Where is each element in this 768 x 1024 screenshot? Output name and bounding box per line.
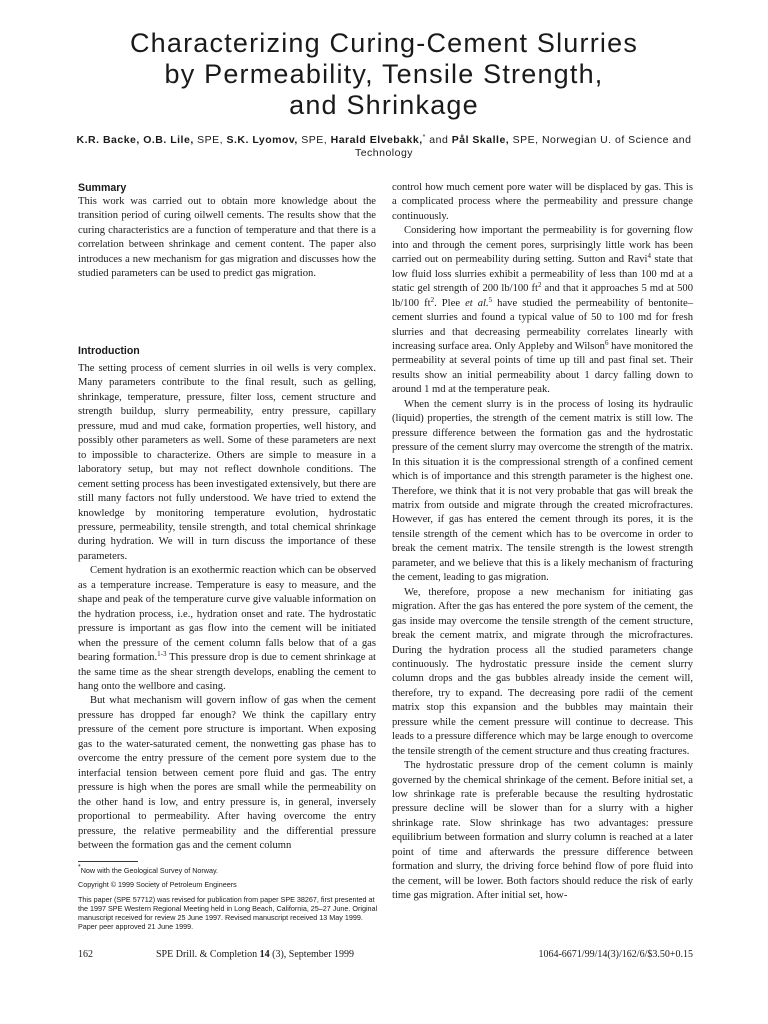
author-4: Pål Skalle, (451, 134, 510, 146)
introduction-heading: Introduction (78, 345, 140, 357)
citation-ref: 6 (604, 338, 609, 347)
summary-section (78, 181, 376, 282)
summary-heading: Summary (78, 182, 127, 194)
right-p2-text-c: and that it approaches 5 md at 500 lb/100 ft (392, 283, 693, 309)
author-1: K.R. Backe, O.B. Lile, (76, 134, 194, 146)
right-paragraph-4: We, therefore, propose a new mechanism for initiating gas migration. After the gas has entered the pore system of the cement, the gas inside may overcome the tensile strength of the cement structure, break the cement matrix, and migrate through the microfractures. During the hydration process all the studied parameters change continuously. The hydrostatic pressure inside the cement slurry column drops and the gas bubbles already inside the cement will, therefore, try to expand. The decreasing pore radii of the cement matrix stop this expansion and the bubbles may maintain their pressure while the cement pressure will continue to decrease. This leads to a pressure difference which may be large enough to overcome the tensile strength of the cement structure and thus creating fractures. (392, 586, 693, 757)
footnote-1-text: Now with the Geological Survey of Norway. (80, 866, 219, 875)
footnotes (78, 866, 378, 937)
citation-ref: 4 (647, 252, 651, 261)
right-paragraph-3: When the cement slurry is in the process of losing its hydraulic (liquid) properties, the strength of the cement matrix is still low. The pressure difference between the formation gas and the hydrostatic pressure of the cement slurry may overcome the strength of the matrix. In this situation it is the compressional strength of a confined cement which is of importance and this strength parameter is the highest one. Therefore, we think that it is not very probable that gas will break the matrix from outside and migrate through the created microfractures. However, if gas has entered the cement through its pores, it is the tensile strength of the cement which has to be overcome in order to break the cement matrix. The tensile strength is the lowest strength parameter, and we believe that this is a likely mechanism of fracturing the cement, leading to gas migration. (392, 398, 693, 584)
right-p2-text-d: . Plee (434, 297, 466, 309)
title-line-2: by Permeability, Tensile Strength, (164, 59, 604, 89)
right-column (392, 181, 693, 904)
author-3-footnote-mark: * (422, 134, 426, 141)
title-line-1: Characterizing Curing-Cement Slurries (129, 28, 639, 58)
superscript-2: 2 (538, 281, 542, 290)
intro-paragraph-1: The setting process of cement slurries in oil wells is very complex. Many parameters contribute to the final result, such as gelling, shrinkage, temperature, pressure, filter loss, cement structure and strength buildup, slurry permeability, entry pressure, capillary pressure, mud and mud cake, formation properties, well history, and possibly other parameters as well. Some of these parameters are next to impossible to characterize. Others are simple to measure in a laboratory setup, but may not reflect downhole conditions. The cement setting process has been investigated extensively, but there are still many factors not fully understood. We have tried to extend the knowledge by monitoring temperature evolution, hydrostatic pressure, permeability, tensile strength, and total chemical shrinkage during hydration. We will in turn discuss the importance of these parameters. (78, 363, 376, 562)
journal-citation (156, 949, 354, 960)
intro-paragraph-2 (78, 564, 376, 694)
author-3: Harald Elvebakk, (330, 134, 423, 146)
citation-ref: 5 (488, 295, 493, 304)
intro-paragraph-2-text-b: This pressure drop is due to cement shrinkage at the same time as the shear strength develops, enabling the cement to hang onto the wellbore and casing. (78, 652, 377, 692)
author-list (70, 134, 698, 160)
footnote-mark: * (78, 864, 81, 871)
author-2-affiliation: SPE, (297, 134, 331, 146)
title-line-3: and Shrinkage (289, 90, 479, 120)
right-paragraph-5: The hydrostatic pressure drop of the cement column is mainly governed by the chemical shrinkage of the cement. Before initial set, a low shrinkage rate is preferable because the resulting hydrostatic pressure decline will be slower than for a slurry with a higher shrinkage rate. Slow shrinkage has two advantages: pressure equilibrium between formation and slurry column is reached at a later point of time and afterwards the pressure difference between formation and slurry, the driving force behind flow of pore fluid into the cement, will be lower. Both factors should reduce the risk of early time gas migration. After initial set, how- (392, 760, 693, 902)
footnote-2: This paper (SPE 57712) was revised for publication from paper SPE 38267, first presented at the 1997 SPE Western Regional Meeting held in Long Beach, California, 25–27 June. Original manuscript received for review 25 June 1997. Revised manuscript received 13 May 1999. Paper peer approved 21 June 1999. (78, 894, 378, 932)
citation-ref: 1-3 (157, 650, 167, 659)
footnote-1 (78, 866, 378, 875)
article-code: 1064-6671/99/14(3)/162/6/$3.50+0.15 (538, 949, 693, 960)
author-2: S.K. Lyomov, (226, 134, 298, 146)
right-p2-text-a: Considering how important the permeability is for governing flow into and through the cement pores, surprisingly little work has been carried out on permeability during setting. Sutton and Ravi (392, 225, 693, 266)
right-paragraph-2 (392, 224, 693, 397)
author-4-affiliation: SPE, Norwegian U. of Science and Technology (354, 134, 692, 159)
paper-title (40, 28, 728, 121)
right-paragraph-1: control how much cement pore water will be displaced by gas. This is a complicated process where the permeability and pressure change continuously. (392, 182, 693, 222)
copyright-notice: Copyright © 1999 Society of Petroleum Engineers (78, 880, 237, 890)
intro-paragraph-2-text-a: Cement hydration is an exothermic reaction which can be observed as a temperature increase. Temperature is easy to measure, and the shape and peak of the temperature curve give valuable information on the hydration process, i.e., hydration onset and rate. The hydrostatic pressure is important as gas flow into the cement will be initiated when the pressure of the cement column falls below that of a gas bearing formation. (78, 565, 376, 664)
right-p2-text-b: state that low fluid loss slurries exhibit a permeability of less than 100 md at a static gel strength of 200 lb/100 ft (392, 254, 693, 295)
page-number: 162 (78, 949, 93, 960)
intro-paragraph-3: But what mechanism will govern inflow of gas when the cement pressure has dropped far enough? We think the capillary entry pressure of the cement pore structure is important. When exposing gas to the water-saturated cement, the nonwetting gas phase has to overcome the entry pressure of the cement pore system due to the interfacial tension between cement pore fluid and gas. The entry pressure is high when the pores are small while the permeability on the other hand is low, and entry pressure is, in general, inversely proportional to permeability. After having overcome the entry pressure, the relative permeability and the differential pressure between the formation gas and the cement column (78, 695, 376, 851)
author-1-affiliation: SPE, (193, 134, 227, 146)
summary-text: This work was carried out to obtain more knowledge about the transition period of curing oilwell cements. The results show that the curing characteristics are a function of temperature and that there is a correlation between shrinkage and cement content. The paper also introduces a new mechanism for gas migration and discusses how the studied parameters can be used to predict gas migration. (78, 196, 376, 280)
footnote-rule (78, 861, 138, 862)
author-join: and (425, 134, 452, 146)
journal-issue: (3), September 1999 (269, 949, 355, 960)
journal-volume: 14 (259, 949, 270, 960)
right-p2-text-e: have studied the permeability of bentonite–cement slurries and found a typical value of 50 to 100 md for fresh slurries and that decreasing permeability correlates linearly with increasing surface area. Only Appleby and Wilson (392, 297, 693, 352)
journal-name: SPE Drill. & Completion (156, 949, 260, 960)
right-p2-text-f: have monitored the permeability at several points of time up till and past final set. Their results show an initial permeability about 1 darcy falling down to around 1 md at the temperature peak. (392, 340, 694, 396)
et-al: et al. (465, 297, 489, 309)
introduction-section (78, 344, 376, 853)
superscript-2: 2 (430, 295, 435, 304)
